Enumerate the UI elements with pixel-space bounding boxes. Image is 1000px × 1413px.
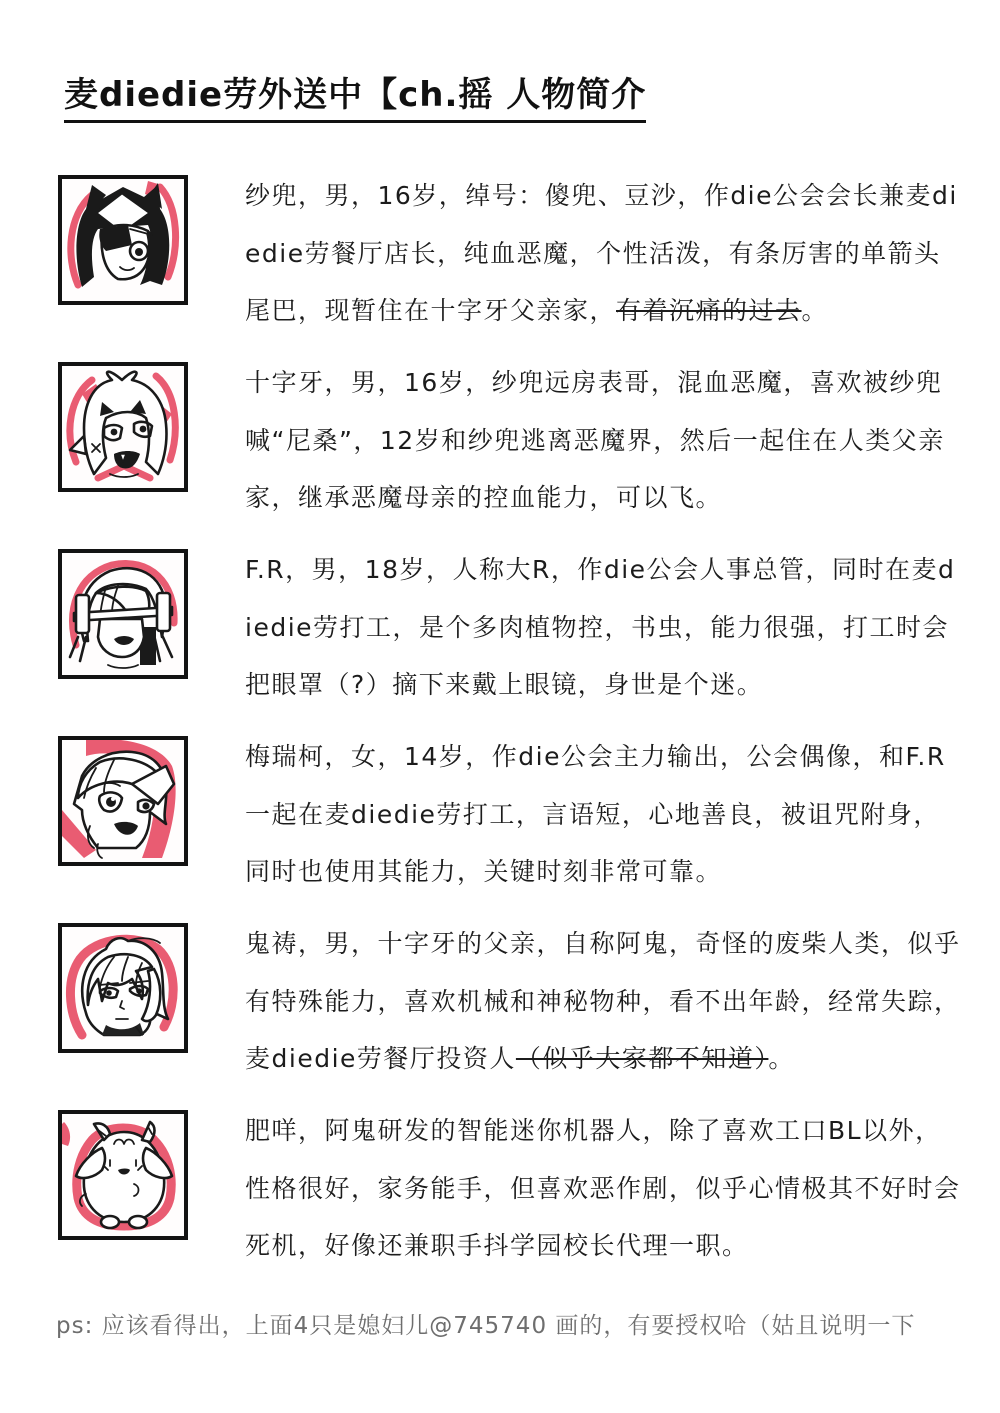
round-sheep-robot-avatar [62,1114,184,1236]
character-entry-shadou [58,173,958,349]
description-struck-text: （似乎大家都不知道） [515,1044,769,1073]
avatar-frame [58,362,188,492]
character-description [245,915,961,1088]
page-title: 麦diedie劳外送中【ch.摇 人物简介 [64,76,646,123]
character-entry-meiruike [58,734,958,910]
cat-ear-eyepatch-demon-boy-avatar [62,179,184,301]
avatar-frame [58,175,188,305]
character-description [245,541,961,714]
character-entry-shizuya [58,360,958,536]
character-description [245,167,961,340]
character-entry-fr [58,547,958,723]
white-hair-horned-demon-boy-avatar [62,366,184,488]
avatar-frame [58,549,188,679]
ps-note: ps: 应该看得出，上面4只是媳妇儿@745740 画的，有要授权哈（姑且说明一下 [56,1313,916,1339]
sketchy-serious-man-avatar [62,927,184,1049]
description-text: 肥咩，阿鬼研发的智能迷你机器人，除了喜欢工口BL以外，性格很好，家务能手，但喜欢恶作剧，似乎心情极其不好时会死机，好像还兼职手抖学园校长代理一职。 [245,1116,961,1260]
character-description [245,728,961,901]
description-struck-text: 有着沉痛的过去 [616,296,802,325]
description-text-end: 。 [801,296,829,325]
avatar-frame [58,736,188,866]
description-text: F.R，男，18岁，人称大R，作die公会人事总管，同时在麦diedie劳打工，是个多肉植物控，书虫，能力很强，打工时会把眼罩（?）摘下来戴上眼镜，身世是个迷。 [245,555,956,699]
avatar-frame [58,923,188,1053]
description-text: 梅瑞柯，女，14岁，作die公会主力输出，公会偶像，和F.R一起在麦diedie劳打工，言语短，心地善良，被诅咒附身，同时也使用其能力，关键时刻非常可靠。 [245,742,946,886]
spiky-hair-smiling-girl-avatar [62,740,184,862]
character-entry-guidao [58,921,961,1097]
character-description [245,354,961,527]
character-description [245,1102,961,1275]
avatar-frame [58,1110,188,1240]
description-text: 十字牙，男，16岁，纱兜远房表哥，混血恶魔，喜欢被纱兜喊“尼桑”，12岁和纱兜逃离恶魔界，然后一起住在人类父亲家，继承恶魔母亲的控血能力，可以飞。 [245,368,945,512]
character-entry-feimie [58,1108,961,1284]
blindfold-visor-boy-avatar [62,553,184,675]
description-text: 纱兜，男，16岁，绰号：傻兜、豆沙，作die公会会长兼麦diedie劳餐厅店长，纯血恶魔，个性活泼，有条厉害的单箭头尾巴，现暂住在十字牙父亲家， [245,181,958,325]
description-text: 鬼祷，男，十字牙的父亲，自称阿鬼，奇怪的废柴人类，似乎有特殊能力，喜欢机械和神秘物种，看不出年龄，经常失踪，麦diedie劳餐厅投资人 [245,929,961,1073]
description-text-end: 。 [768,1044,795,1073]
